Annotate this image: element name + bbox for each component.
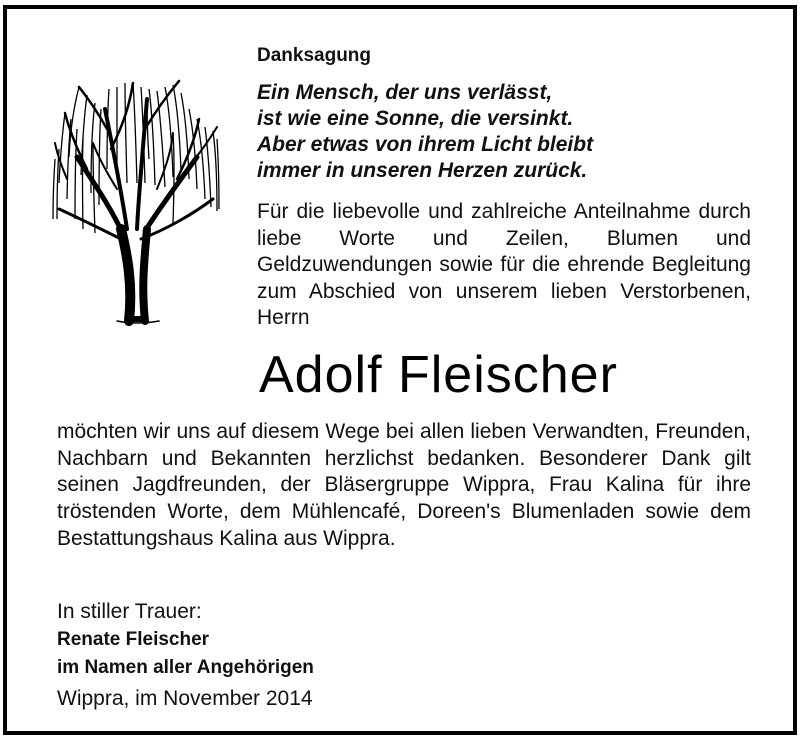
notice-content bbox=[7, 9, 793, 731]
notice-frame bbox=[3, 5, 797, 735]
deceased-name: Adolf Fleischer bbox=[259, 346, 618, 404]
mourning-line: In stiller Trauer: bbox=[57, 600, 202, 623]
place-date: Wippra, im November 2014 bbox=[57, 687, 313, 710]
heading: Danksagung bbox=[257, 45, 372, 66]
motto-line: Aber etwas von ihrem Licht bleibt bbox=[257, 133, 594, 156]
family-line: im Namen aller Angehörigen bbox=[57, 657, 314, 678]
motto-line: ist wie eine Sonne, die versinkt. bbox=[257, 107, 574, 130]
motto bbox=[257, 80, 697, 184]
weeping-tree-icon bbox=[47, 69, 223, 331]
motto-line: Ein Mensch, der uns verlässt, bbox=[257, 81, 553, 104]
signer-name: Renate Fleischer bbox=[57, 629, 210, 650]
intro-text: Für die liebevolle und zahlreiche Anteilnahme durch liebe Worte und Zeilen, Blumen und Geldzuwendungen sowie für die ehrende Begleitung zum Abschied von unserem lieben Verstorbenen, Herrn bbox=[257, 200, 751, 329]
body-text: möchten wir uns auf diesem Wege bei allen lieben Verwandten, Freunden, Nachbarn und Bekannten herzlichst bedanken. Besonderer Dank gilt seinen Jagdfreunden, der Bläsergruppe Wippra, Frau Kalina für ihre tröstenden Worte, dem Mühlencafé, Doreen's Blumenladen sowie dem Bestattungshaus Kalina aus Wippra. bbox=[57, 420, 751, 550]
motto-line: immer in unseren Herzen zurück. bbox=[257, 159, 588, 182]
